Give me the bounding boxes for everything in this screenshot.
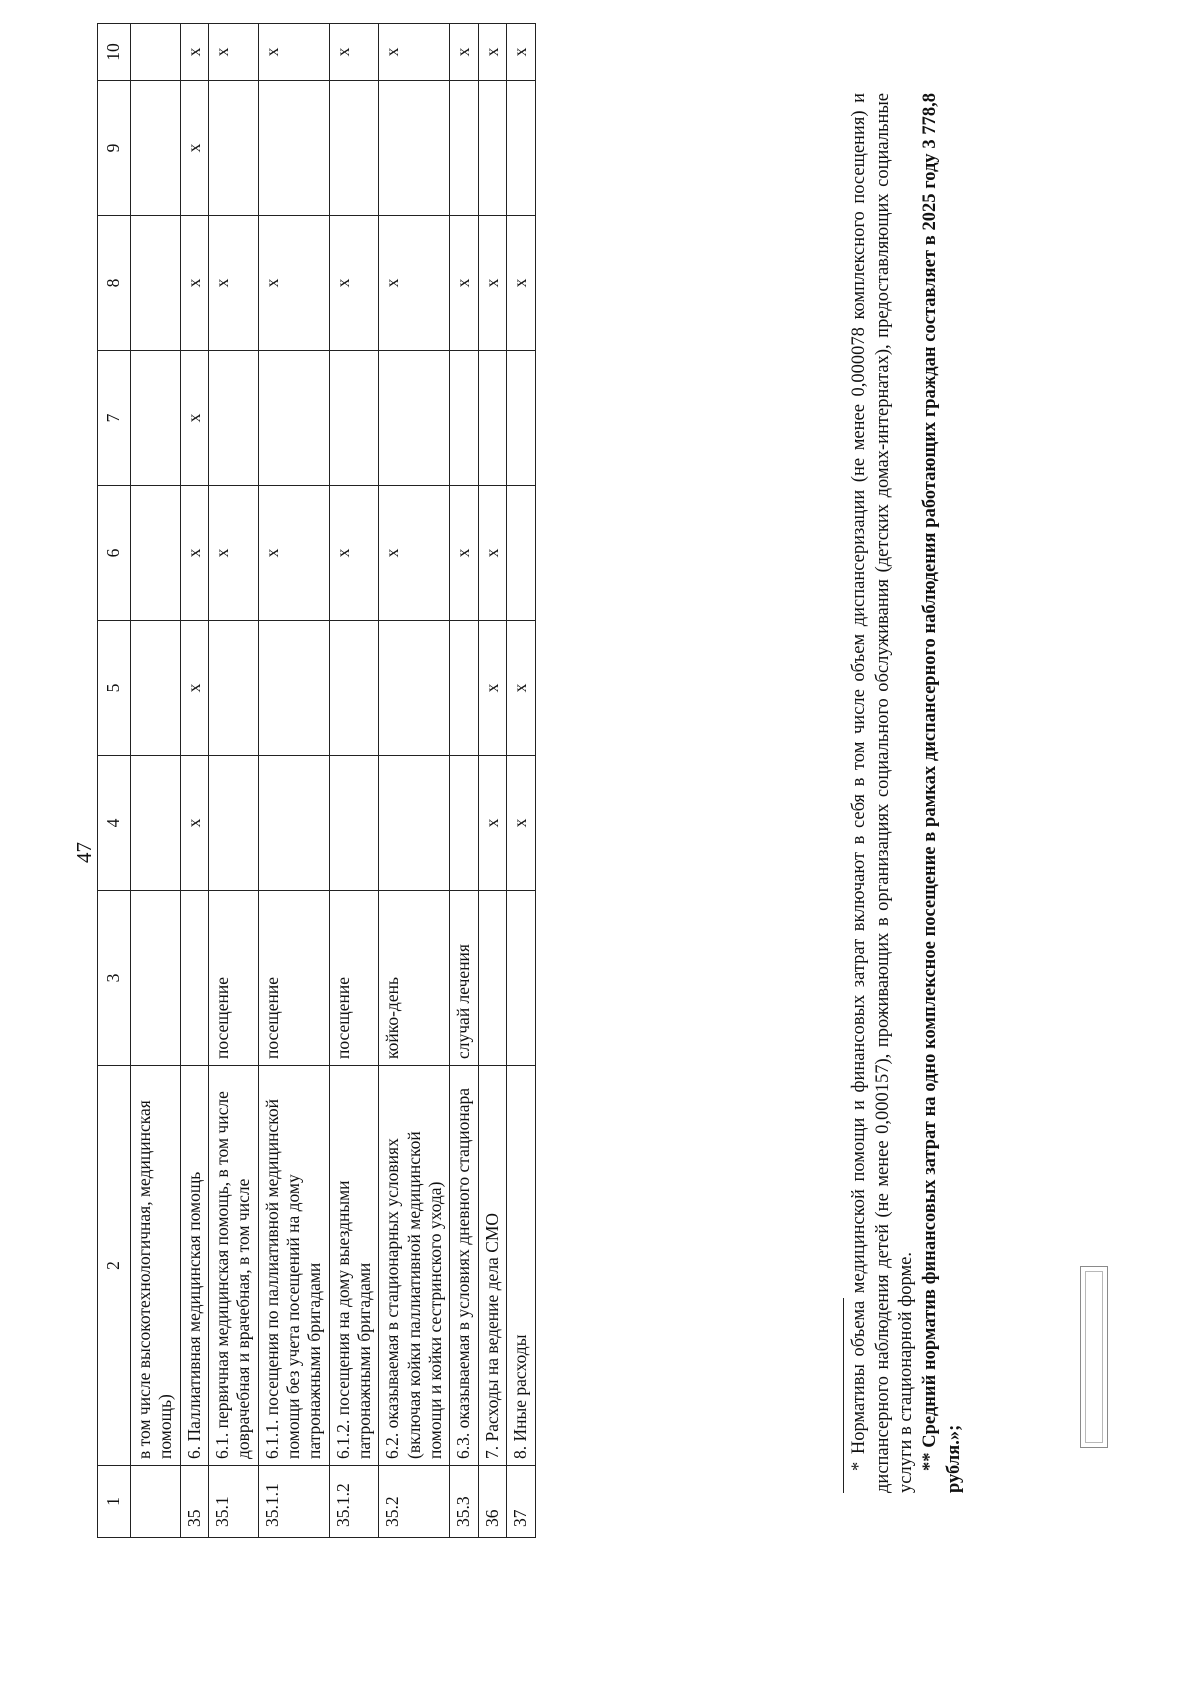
unit-cell [180,891,208,1066]
mark-cell: х [180,756,208,891]
mark-cell [258,621,329,756]
mark-cell: х [209,24,259,81]
mark-cell [478,81,506,216]
mark-cell [258,351,329,486]
mark-cell [379,621,450,756]
mark-cell [131,486,181,621]
mark-cell [507,81,535,216]
mark-cell: х [478,24,506,81]
mark-cell [131,24,181,81]
row-number: 35.2 [379,1466,450,1538]
mark-cell: х [209,486,259,621]
norms-table [97,23,536,1538]
mark-cell: х [478,621,506,756]
unit-cell [478,891,506,1066]
mark-cell [450,81,478,216]
mark-cell: х [329,486,379,621]
mark-cell: х [180,351,208,486]
header-cell: 7 [98,351,131,486]
mark-cell: х [209,216,259,351]
mark-cell: х [379,486,450,621]
mark-cell: х [507,621,535,756]
mark-cell: х [180,621,208,756]
footnote-divider [843,1298,844,1493]
mark-cell [450,756,478,891]
table-row [258,24,329,1538]
mark-cell [379,351,450,486]
row-number: 35.1.1 [258,1466,329,1538]
row-title: в том числе высокотехнологичная, медицинская помощь) [131,1066,181,1466]
row-title: 6.1. первичная медицинская помощь, в том числе доврачебная и врачебная, в том числе [209,1066,259,1466]
row-number: 35 [180,1466,208,1538]
mark-cell: х [478,756,506,891]
mark-cell [131,621,181,756]
header-cell: 10 [98,24,131,81]
mark-cell: х [450,486,478,621]
unit-cell [131,891,181,1066]
mark-cell [209,756,259,891]
mark-cell: х [507,756,535,891]
mark-cell [258,81,329,216]
mark-cell [478,351,506,486]
mark-cell [507,351,535,486]
unit-cell: посещение [258,891,329,1066]
row-number: 35.1.2 [329,1466,379,1538]
row-title: 6.1.2. посещения на дому выездными патронажными бригадами [329,1066,379,1466]
header-cell: 1 [98,1466,131,1538]
row-number: 37 [507,1466,535,1538]
unit-cell: посещение [209,891,259,1066]
row-number: 35.3 [450,1466,478,1538]
mark-cell: х [180,24,208,81]
mark-cell: х [258,486,329,621]
mark-cell: х [450,216,478,351]
header-cell: 3 [98,891,131,1066]
mark-cell [379,81,450,216]
mark-cell: х [478,486,506,621]
mark-cell [329,351,379,486]
mark-cell: х [258,24,329,81]
mark-cell: х [329,24,379,81]
footnotes [843,93,966,1493]
table-row [180,24,208,1538]
row-number [131,1466,181,1538]
mark-cell: х [379,24,450,81]
mark-cell: х [180,81,208,216]
footnote-1: * Нормативы объема медицинской помощи и финансовых затрат включают в себя в том числе объем диспансеризации (не менее 0,000078 комплексного посещения) и диспансерного наблюдения детей (не менее 0,000157), проживающих в организациях социального обслуживания (детских домах-интернатах), предоставляющих социальные услуги в стационарной форме. [849,93,917,1493]
mark-cell [450,621,478,756]
row-number: 36 [478,1466,506,1538]
mark-cell [209,621,259,756]
mark-cell: х [379,216,450,351]
mark-cell [329,81,379,216]
electronic-signature-stamp [1080,1266,1108,1448]
footnote-2: ** Средний норматив финансовых затрат на одно комплексное посещение в рамках диспансерного наблюдения работающих граждан составляет в 2025 году 3 778,8 рубля.»; [920,93,964,1493]
mark-cell [131,756,181,891]
header-cell: 6 [98,486,131,621]
mark-cell [450,351,478,486]
table-row [209,24,259,1538]
mark-cell: х [180,486,208,621]
table-header-row [98,24,131,1538]
mark-cell [329,621,379,756]
unit-cell: койко-день [379,891,450,1066]
unit-cell [507,891,535,1066]
mark-cell: х [180,216,208,351]
row-title: 6.2. оказываемая в стационарных условиях (включая койки паллиативной медицинской помощи и койки сестринского ухода) [379,1066,450,1466]
unit-cell: посещение [329,891,379,1066]
table-row [329,24,379,1538]
mark-cell [507,486,535,621]
row-title: 6. Паллиативная медицинская помощь [180,1066,208,1466]
header-cell: 8 [98,216,131,351]
mark-cell: х [507,24,535,81]
row-title: 6.1.1. посещения по паллиативной медицинской помощи без учета посещений на дому патронажными бригадами [258,1066,329,1466]
mark-cell: х [478,216,506,351]
page-number: 47 [72,842,96,863]
header-cell: 2 [98,1066,131,1466]
table-row [450,24,478,1538]
row-title: 8. Иные расходы [507,1066,535,1466]
row-title: 7. Расходы на ведение дела СМО [478,1066,506,1466]
table-row [131,24,181,1538]
row-number: 35.1 [209,1466,259,1538]
mark-cell: х [258,216,329,351]
table-row [478,24,506,1538]
mark-cell [258,756,329,891]
mark-cell [209,81,259,216]
mark-cell: х [507,216,535,351]
header-cell: 4 [98,756,131,891]
table-row [379,24,450,1538]
header-cell: 9 [98,81,131,216]
mark-cell [131,216,181,351]
mark-cell [131,81,181,216]
mark-cell: х [450,24,478,81]
mark-cell [131,351,181,486]
mark-cell [379,756,450,891]
table-row [507,24,535,1538]
unit-cell: случай лечения [450,891,478,1066]
mark-cell: х [329,216,379,351]
header-cell: 5 [98,621,131,756]
row-title: 6.3. оказываемая в условиях дневного стационара [450,1066,478,1466]
mark-cell [209,351,259,486]
mark-cell [329,756,379,891]
